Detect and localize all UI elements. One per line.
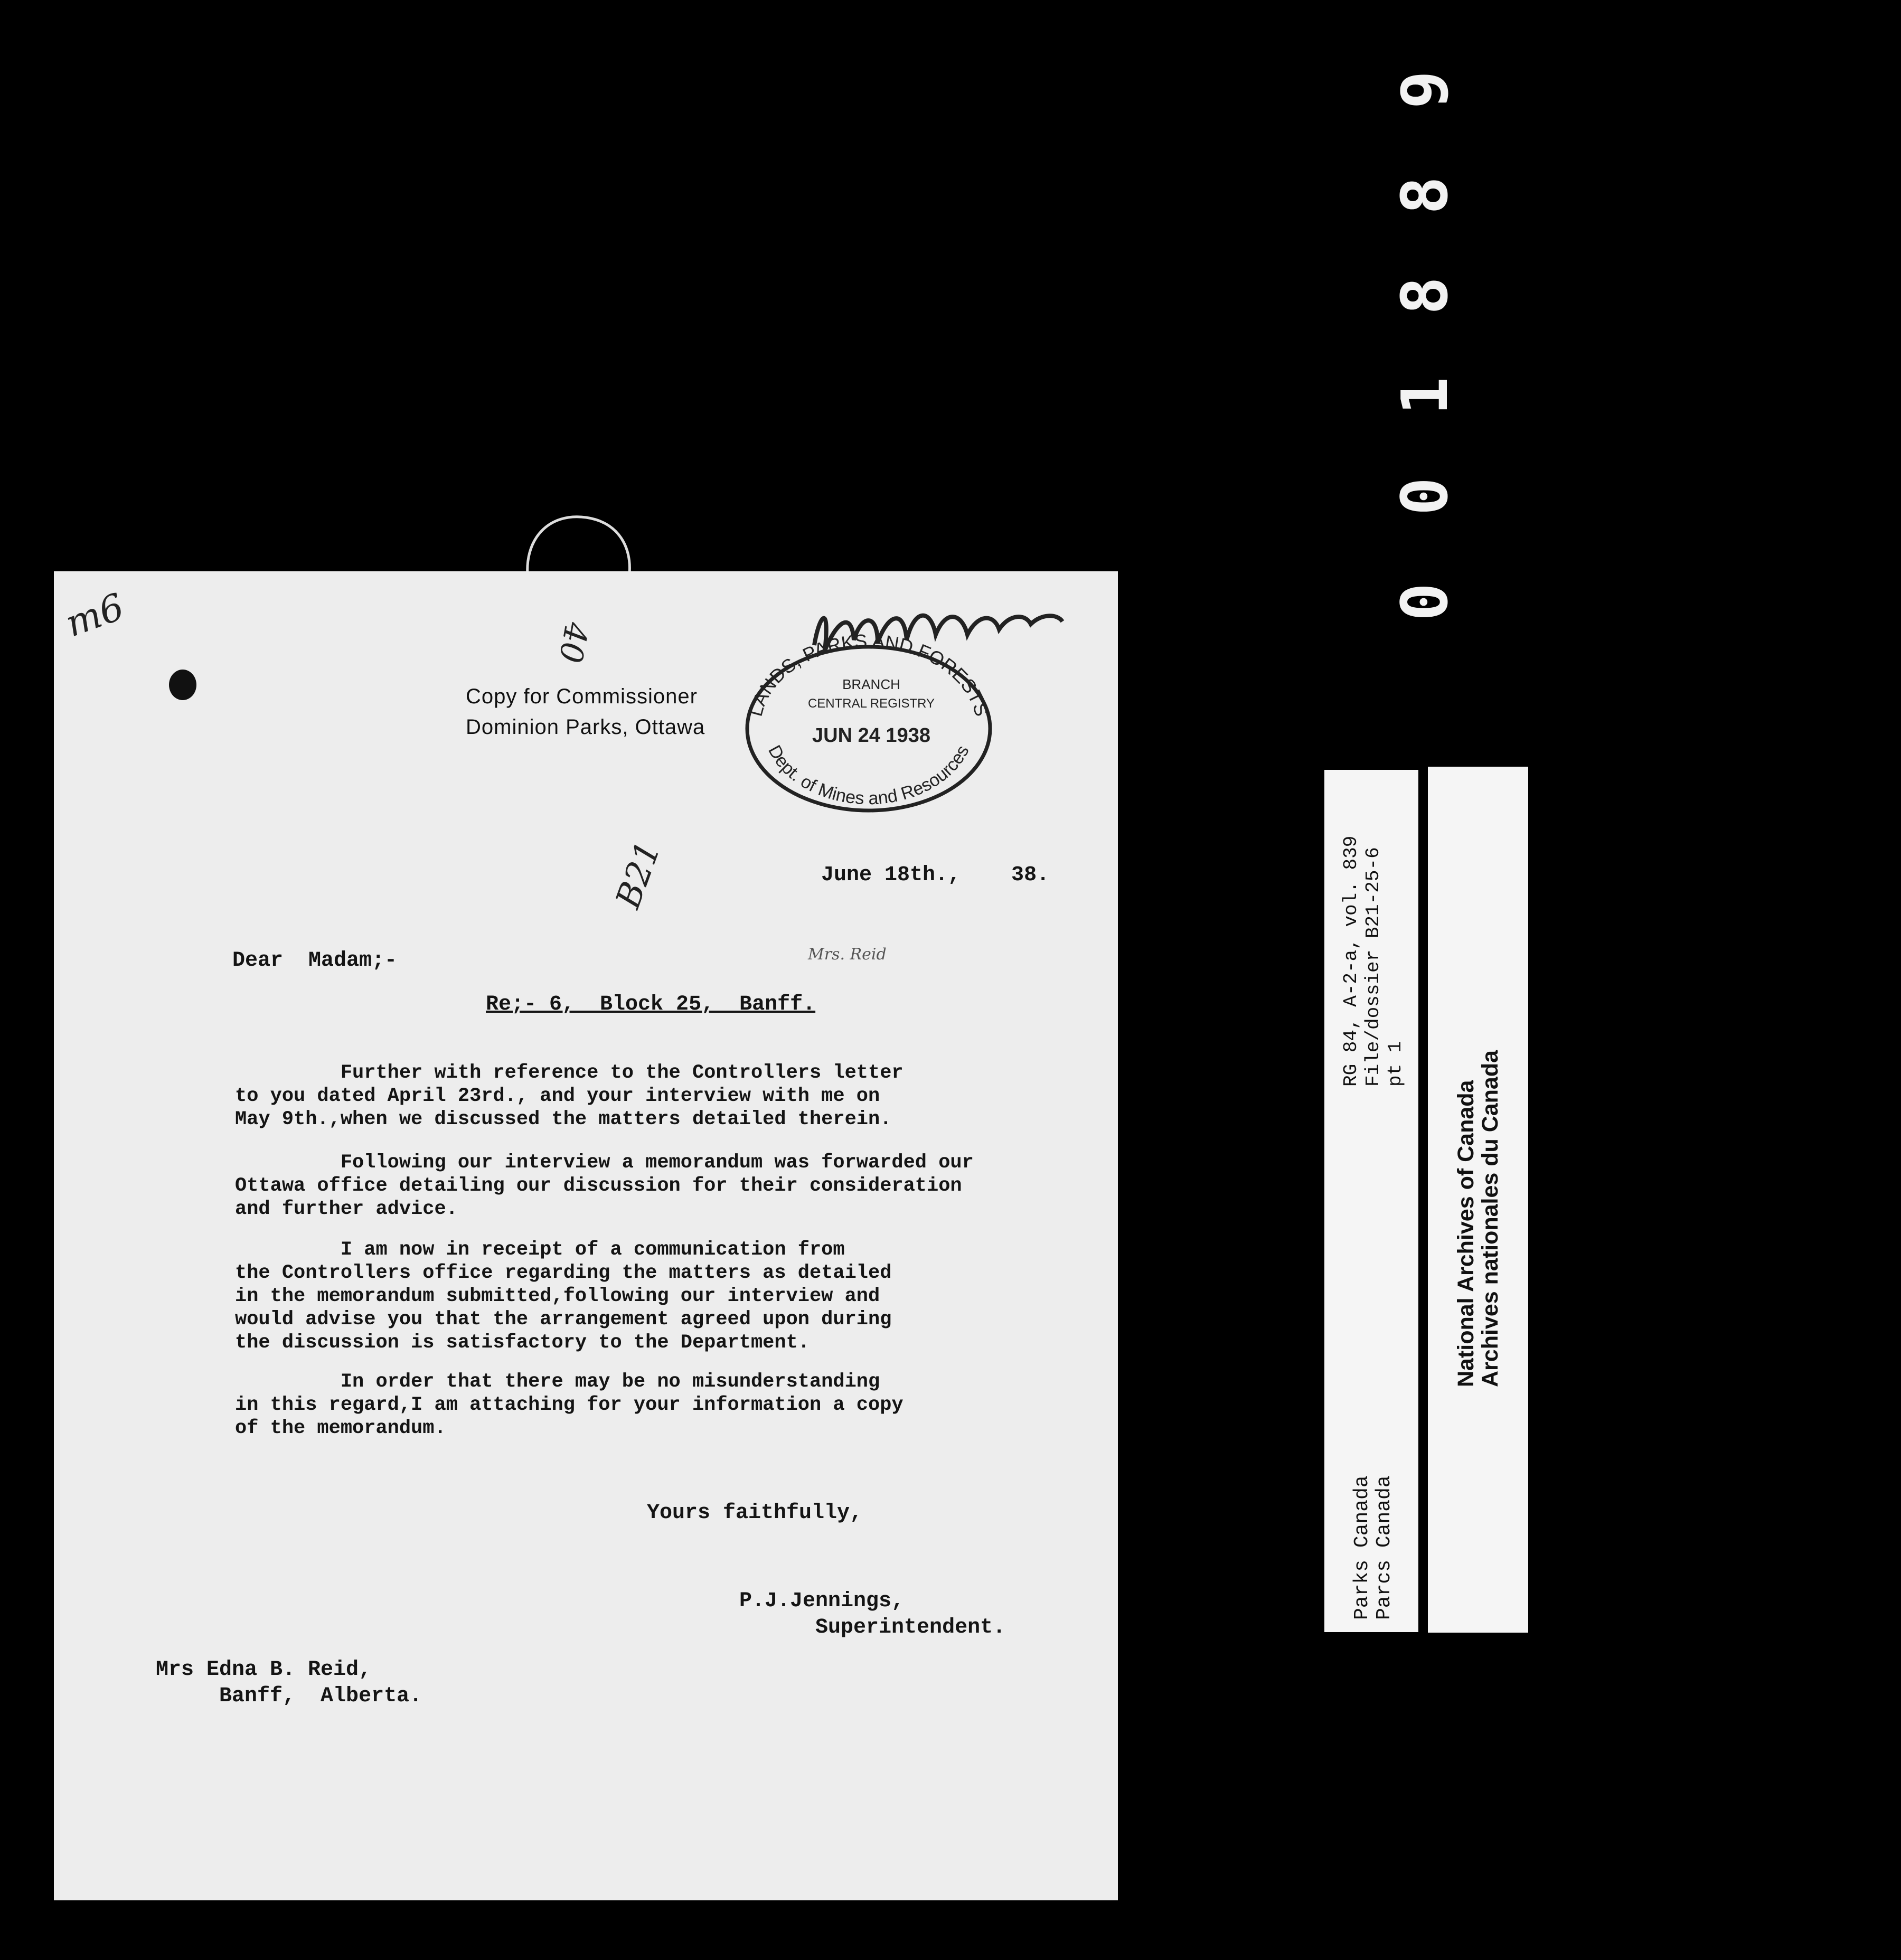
body-paragraph	[235, 1370, 1090, 1440]
body-paragraph	[235, 1061, 1090, 1131]
recipient-line: Banff, Alberta.	[156, 1684, 422, 1708]
text-line: I am now in receipt of a communication from	[235, 1239, 845, 1261]
archive-reference-line: RG 84, A-2-a, vol. 839	[1340, 835, 1362, 1087]
handwritten-note: 40	[551, 619, 595, 666]
text-line: May 9th.,when we discussed the matters detailed therein.	[235, 1108, 892, 1130]
stamp-arc-top: LANDS, PARKS AND FORESTS	[744, 630, 993, 719]
archive-reference-line: pt 1	[1385, 1041, 1406, 1087]
archive-reference-line: File/dossier B21-25-6	[1362, 847, 1384, 1087]
film-digit: 8	[1389, 176, 1462, 215]
archive-name-fr: Archives nationales du Canada	[1477, 1050, 1503, 1387]
text-line: Further with reference to the Controllers letter	[235, 1062, 904, 1084]
text-line: Following our interview a memorandum was forwarded our	[235, 1152, 974, 1174]
text-line: the discussion is satisfactory to the Department.	[235, 1332, 810, 1354]
body-paragraph	[235, 1151, 1090, 1221]
text-line: to you dated April 23rd., and your interview with me on	[235, 1085, 880, 1107]
margin-note: Mrs. Reid	[808, 945, 887, 964]
signature-title: Superintendent.	[739, 1616, 1006, 1639]
agency-name-en: Parks Canada	[1351, 1475, 1373, 1620]
text-line: In order that there may be no misunderstanding	[235, 1371, 880, 1393]
film-digit: 0	[1389, 582, 1462, 621]
archive-institution-strip	[1428, 767, 1528, 1633]
text-line: the Controllers office regarding the matters as detailed	[235, 1262, 892, 1284]
stamp-branch: BRANCH	[842, 676, 900, 692]
text-line: in this regard,I am attaching for your information a copy	[235, 1394, 904, 1416]
handwritten-initials: m6	[60, 585, 130, 646]
archive-name-en: National Archives of Canada	[1453, 1080, 1479, 1387]
film-digit: 8	[1389, 276, 1462, 315]
text-line: Ottawa office detailing our discussion for their consideration	[235, 1175, 962, 1197]
letter-date: June 18th., 38.	[821, 863, 1050, 887]
file-annotation: B21	[608, 836, 669, 914]
agency-name-fr: Parcs Canada	[1373, 1475, 1396, 1620]
text-line: of the memorandum.	[235, 1417, 446, 1439]
salutation: Dear Madam;-	[232, 949, 398, 973]
text-line: in the memorandum submitted,following our interview and	[235, 1285, 880, 1307]
text-line: and further advice.	[235, 1198, 458, 1220]
subject-line: Re;- 6, Block 25, Banff.	[486, 993, 816, 1016]
copy-note	[466, 681, 705, 742]
text-line: would advise you that the arrangement agreed upon during	[235, 1308, 892, 1331]
film-digit: 0	[1389, 477, 1462, 516]
archive-reference-strip	[1324, 770, 1418, 1632]
stamp-arc-bottom: Dept. of Mines and Resources	[764, 742, 973, 809]
body-paragraph	[235, 1238, 1090, 1354]
registry-stamp	[731, 623, 1006, 813]
stamp-registry: CENTRAL REGISTRY	[807, 696, 935, 711]
film-digit: 9	[1389, 70, 1462, 109]
signature-line: P.J.Jennings,	[739, 1589, 905, 1613]
stamp-date: JUN 24 1938	[812, 724, 930, 747]
film-frame-number	[1368, 58, 1484, 649]
film-digit: 1	[1389, 376, 1462, 416]
punch-hole	[169, 670, 196, 700]
recipient-line: Mrs Edna B. Reid,	[156, 1658, 372, 1682]
copy-note-line: Dominion Parks, Ottawa	[466, 715, 705, 739]
copy-note-line: Copy for Commissioner	[466, 685, 698, 708]
closing: Yours faithfully,	[647, 1501, 863, 1525]
registry-stamp-graphic	[731, 623, 1006, 813]
